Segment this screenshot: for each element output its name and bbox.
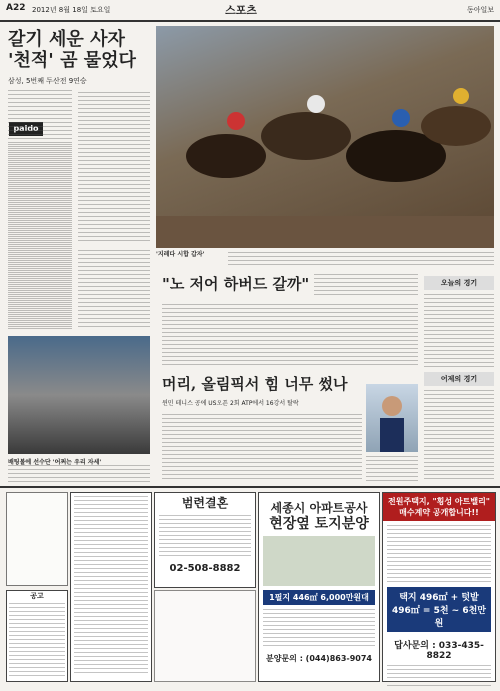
crowd-photo-caption: 배팅볼에 선수단 '어쩌는 우리 자세' (8, 459, 102, 466)
crowd-photo (8, 336, 150, 454)
paper-name: 동아일보 (466, 6, 494, 14)
rural-ad-phone: 답사문의 : 033-435-8822 (394, 641, 484, 661)
page-header (0, 0, 500, 22)
section-title: 스포츠 (225, 4, 257, 17)
harvard-body (162, 304, 418, 368)
murray-photo-caption (366, 456, 418, 482)
lead-headline-line2: '천적' 곰 물었다 (8, 49, 136, 71)
sejong-ad-price: 1필지 446㎡ 6,000만원대 (263, 590, 375, 605)
legal-notice-title: 공고 (30, 592, 44, 600)
sejong-ad-title: 세종시 아파트공사 (270, 501, 368, 515)
box-score (78, 92, 150, 242)
ads-divider (0, 486, 500, 488)
horse-caption-title: '지레다 시합 갑자' (156, 251, 205, 258)
results-list (424, 390, 494, 482)
legal-notice (6, 590, 68, 682)
sejong-ad-phone: 분양문의 : (044)863-9074 (266, 654, 372, 664)
murray-headline: 머리, 올림픽서 힘 너무 썼나 (162, 375, 348, 393)
sejong-ad-map (263, 536, 375, 586)
horse-race-illustration (156, 26, 494, 248)
wedding-ad-title: 범련결혼 (181, 496, 229, 510)
murray-body (162, 414, 362, 482)
rural-ad-title: 전원주택지, "횡성 아트밸리" 매수계약 공개합니다!! (383, 493, 495, 521)
classified-ads-1 (6, 492, 68, 586)
murray-photo (366, 384, 418, 452)
wedding-ad-phone: 02-508-8882 (169, 562, 241, 574)
today-games-list (424, 294, 494, 368)
wedding-ad (154, 492, 256, 588)
results-header: 어제의 경기 (424, 372, 494, 386)
lead-headline (8, 30, 148, 71)
rural-ad-price: 택지 496㎡ + 텃밭 496㎡ = 5천 ~ 6천만원 (387, 587, 491, 632)
horse-race-photo (156, 26, 494, 248)
today-games-header: 오늘의 경기 (424, 276, 494, 290)
sejong-ad (258, 492, 380, 682)
classified-ads-3 (154, 590, 256, 682)
crowd-caption-text (8, 465, 150, 483)
publication-date: 2012년 8월 18일 토요일 (32, 6, 111, 14)
murray-subhead: 윈민 테니스 공에 US오픈 2회 ATP에서 16강서 탈락 (162, 400, 299, 407)
lead-body-col1b (8, 144, 72, 330)
classified-ads-2 (70, 492, 152, 682)
sejong-ad-subtitle: 현장옆 토지분양 (269, 516, 369, 532)
page-number: A22 (6, 3, 26, 13)
harvard-headline: "노 저어 하버드 갈까" (162, 275, 310, 293)
lead-headline-line1: 갈기 세운 사자 (8, 29, 125, 50)
rural-ad (382, 492, 496, 682)
horse-caption-text (228, 252, 494, 266)
tennis-player-illustration (366, 384, 418, 452)
paldo-logo: paldo (9, 122, 43, 136)
lead-subhead: 삼성, 5번째 두산전 9연승 (8, 77, 87, 85)
harvard-subhead (314, 274, 418, 296)
lead-body-col2 (78, 250, 150, 330)
